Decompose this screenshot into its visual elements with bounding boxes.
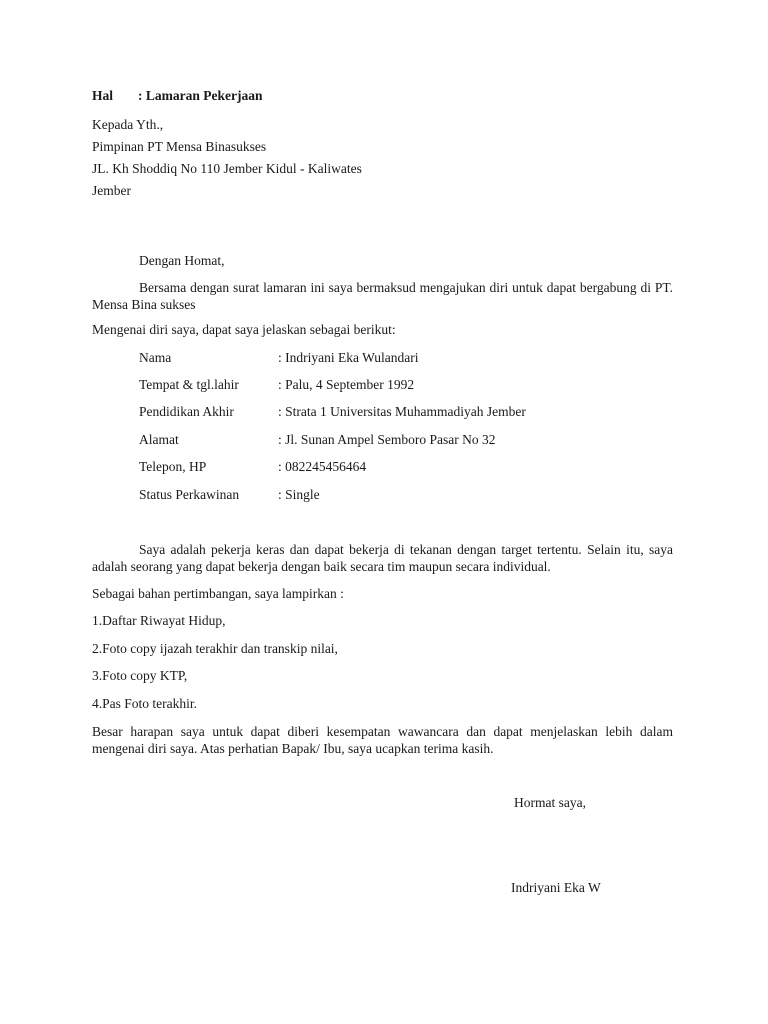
detail-value-marital: : Single	[278, 487, 320, 502]
detail-label-name: Nama	[139, 350, 172, 365]
attachment-item: 2.Foto copy ijazah terakhir dan transkip nilai,	[92, 641, 338, 656]
detail-value-phone: : 082245456464	[278, 459, 367, 474]
recipient-address: JL. Kh Shoddiq No 110 Jember Kidul - Kaliwates	[92, 161, 362, 176]
statement-paragraph: Saya adalah pekerja keras dan dapat bekerja di tekanan dengan target tertentu. Selain itu, saya adalah seorang yang dapat bekerja dengan baik secara tim maupun secara individual.	[92, 542, 673, 574]
detail-value-address: : Jl. Sunan Ampel Semboro Pasar No 32	[278, 432, 496, 447]
detail-label-birth: Tempat & tgl.lahir	[139, 377, 239, 392]
greeting: Dengan Homat,	[139, 253, 225, 268]
recipient-city: Jember	[92, 183, 131, 198]
detail-value-education: : Strata 1 Universitas Muhammadiyah Jember	[278, 404, 526, 419]
subject-value: : Lamaran Pekerjaan	[138, 88, 263, 103]
attachment-item: 3.Foto copy KTP,	[92, 668, 188, 683]
signature-salutation: Hormat saya,	[514, 795, 586, 810]
attachments-intro: Sebagai bahan pertimbangan, saya lampirkan :	[92, 586, 344, 601]
detail-label-marital: Status Perkawinan	[139, 487, 240, 502]
attachment-item: 4.Pas Foto terakhir.	[92, 696, 197, 711]
recipient-company: Pimpinan PT Mensa Binasukses	[92, 139, 267, 154]
detail-label-phone: Telepon, HP	[139, 459, 207, 474]
subject-label: Hal	[92, 88, 114, 103]
detail-label-education: Pendidikan Akhir	[139, 404, 234, 419]
recipient-salutation: Kepada Yth.,	[92, 117, 164, 132]
intro-paragraph: Bersama dengan surat lamaran ini saya bermaksud mengajukan diri untuk dapat bergabung di PT. Mensa Bina sukses	[92, 280, 673, 312]
signature-name: Indriyani Eka W	[511, 880, 601, 895]
closing-paragraph: Besar harapan saya untuk dapat diberi kesempatan wawancara dan dapat menjelaskan lebih dalam mengenai diri saya. Atas perhatian Bapak/ Ibu, saya ucapkan terima kasih.	[92, 724, 673, 756]
detail-value-birth: : Palu, 4 September 1992	[278, 377, 415, 392]
self-intro: Mengenai diri saya, dapat saya jelaskan sebagai berikut:	[92, 322, 396, 337]
attachment-item: 1.Daftar Riwayat Hidup,	[92, 613, 226, 628]
detail-label-address: Alamat	[139, 432, 179, 447]
detail-value-name: : Indriyani Eka Wulandari	[278, 350, 419, 365]
